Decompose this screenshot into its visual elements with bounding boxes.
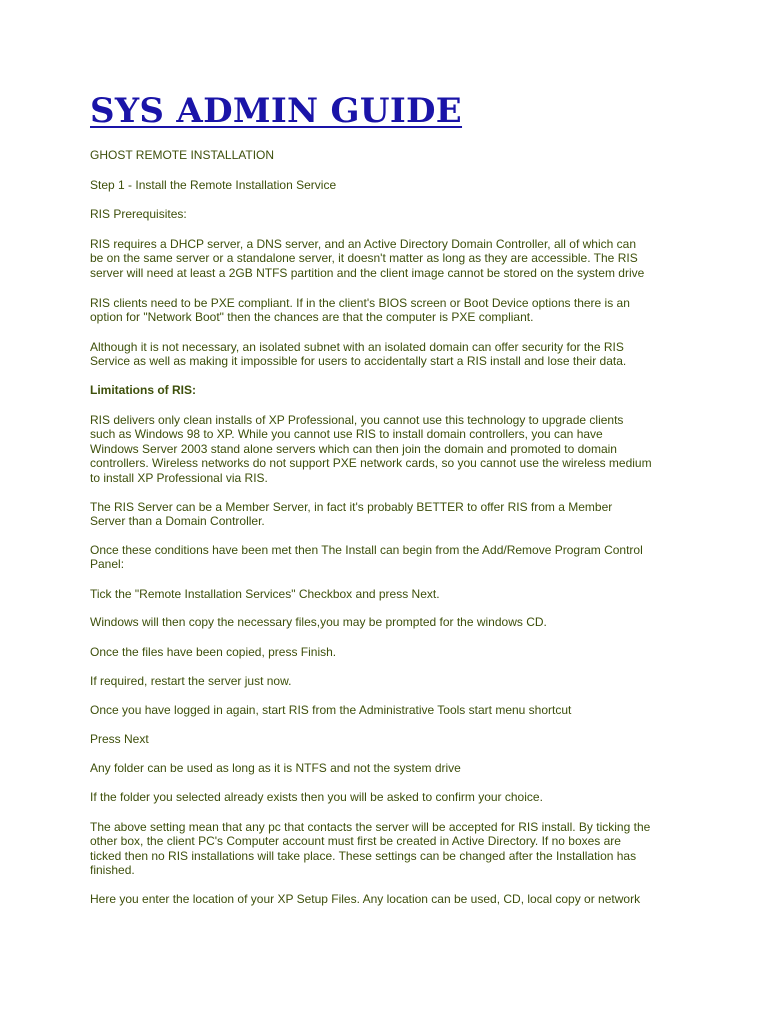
text-line: Step 1 - Install the Remote Installation Service <box>90 177 337 192</box>
document-body <box>90 148 690 907</box>
text-line: Windows will then copy the necessary files,you may be prompted for the windows CD. <box>90 615 547 630</box>
paragraph <box>90 761 690 776</box>
paragraph <box>90 500 690 529</box>
text-line: to install XP Professional via RIS. <box>90 470 268 485</box>
text-line: The above setting mean that any pc that contacts the server will be accepted for RIS install. By ticking the <box>90 819 651 834</box>
paragraph <box>90 413 690 486</box>
text-line: The RIS Server can be a Member Server, in fact it's probably BETTER to offer RIS from a Member <box>90 499 613 514</box>
text-line: such as Windows 98 to XP. While you cannot use RIS to install domain controllers, you can have <box>90 427 603 442</box>
paragraph <box>90 820 690 878</box>
text-line: If required, restart the server just now. <box>90 673 292 688</box>
text-line: finished. <box>90 863 135 878</box>
paragraph <box>90 178 690 193</box>
text-line: Windows Server 2003 stand alone servers which can then join the domain and promoted to domain <box>90 441 617 456</box>
text-line: other box, the client PC's Computer account must first be created in Active Directory. If no boxes are <box>90 834 621 849</box>
text-line: option for "Network Boot" then the chances are that the computer is PXE compliant. <box>90 310 534 325</box>
text-line: Press Next <box>90 731 149 746</box>
paragraph <box>90 296 690 325</box>
document-title: SYS ADMIN GUIDE <box>90 91 463 131</box>
text-line: controllers. Wireless networks do not support PXE network cards, so you cannot use the wireless medium <box>90 456 652 471</box>
text-line: If the folder you selected already exists then you will be asked to confirm your choice. <box>90 790 543 805</box>
text-line: RIS Prerequisites: <box>90 207 187 222</box>
paragraph <box>90 790 690 805</box>
text-line: be on the same server or a standalone server, it doesn't matter as long as they are accessible. The RIS <box>90 251 638 266</box>
text-line: Once the files have been copied, press Finish. <box>90 645 337 660</box>
text-line: Once you have logged in again, start RIS from the Administrative Tools start menu shortcut <box>90 703 572 718</box>
text-line: Panel: <box>90 557 125 572</box>
text-line: GHOST REMOTE INSTALLATION <box>90 148 275 162</box>
section-heading <box>90 383 690 398</box>
paragraph <box>90 674 690 689</box>
paragraph <box>90 645 690 660</box>
text-line: RIS delivers only clean installs of XP Professional, you cannot use this technology to upgrade clients <box>90 412 624 427</box>
text-line: Once these conditions have been met then The Install can begin from the Add/Remove Program Control <box>90 542 643 557</box>
paragraph <box>90 340 690 369</box>
text-line: Service as well as making it impossible for users to accidentally start a RIS install and lose their data. <box>90 354 627 369</box>
paragraph <box>90 615 690 630</box>
paragraph <box>90 587 690 602</box>
paragraph <box>90 732 690 747</box>
text-line: RIS clients need to be PXE compliant. If in the client's BIOS screen or Boot Device options there is an <box>90 295 630 310</box>
paragraph <box>90 207 690 222</box>
paragraph <box>90 892 690 907</box>
paragraph <box>90 148 690 163</box>
text-line: Limitations of RIS: <box>90 382 196 397</box>
text-line: Tick the "Remote Installation Services" Checkbox and press Next. <box>90 586 440 601</box>
text-line: Although it is not necessary, an isolated subnet with an isolated domain can offer security for the RIS <box>90 339 624 354</box>
text-line: Any folder can be used as long as it is NTFS and not the system drive <box>90 761 461 776</box>
paragraph <box>90 543 690 572</box>
text-line: RIS requires a DHCP server, a DNS server, and an Active Directory Domain Controller, all of which can <box>90 236 636 251</box>
text-line: Here you enter the location of your XP Setup Files. Any location can be used, CD, local copy or network <box>90 892 641 906</box>
text-line: server will need at least a 2GB NTFS partition and the client image cannot be stored on the system drive <box>90 265 645 280</box>
text-line: Server than a Domain Controller. <box>90 514 265 529</box>
text-line: ticked then no RIS installations will take place. These settings can be changed after the Installation has <box>90 848 637 863</box>
paragraph <box>90 237 690 281</box>
paragraph <box>90 703 690 718</box>
